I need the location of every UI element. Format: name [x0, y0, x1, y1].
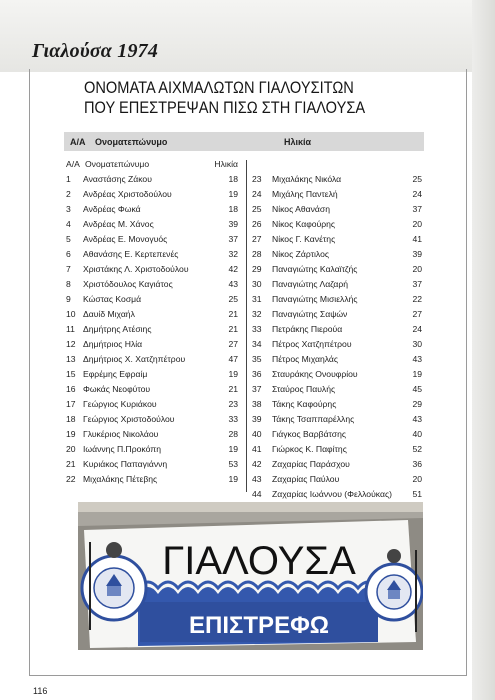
- row-age-right: 37: [412, 279, 422, 289]
- row-age-left: 19: [228, 474, 238, 484]
- table-row: [66, 411, 426, 426]
- row-name-left: Ανδρέας Ε. Μονογυός: [83, 234, 168, 244]
- row-name-left: Δαυίδ Μιχαήλ: [83, 309, 135, 319]
- banner-illustration: [78, 502, 423, 650]
- row-number-left: 12: [66, 339, 76, 349]
- row-name-left: Γεώργιος Κυριάκου: [83, 399, 157, 409]
- table-row: [66, 216, 426, 231]
- row-age-right: 51: [412, 489, 422, 499]
- row-number-right: 39: [252, 414, 262, 424]
- row-age-right: 22: [412, 294, 422, 304]
- page-edge-strip: [472, 0, 495, 700]
- row-number-right: 40: [252, 429, 262, 439]
- row-name-left: Ανδρέας Μ. Χάνος: [83, 219, 154, 229]
- table-row: [66, 426, 426, 441]
- label-bar-age: Ηλικία: [284, 137, 312, 147]
- row-number-right: 34: [252, 339, 262, 349]
- row-name-right: Ζαχαρίας Παύλου: [272, 474, 340, 484]
- row-number-right: 43: [252, 474, 262, 484]
- section-title: Γιαλούσα 1974: [32, 40, 159, 62]
- row-number-right: 25: [252, 204, 262, 214]
- list-title: [84, 78, 394, 118]
- row-age-right: 36: [412, 459, 422, 469]
- row-age-left: 18: [228, 204, 238, 214]
- row-name-right: Πετράκης Πιερούα: [272, 324, 343, 334]
- row-number-right: 32: [252, 309, 262, 319]
- label-bar-name: Ονοματεπώνυμο: [95, 137, 168, 147]
- row-name-right: Παναγιώτης Καλαϊτζής: [272, 264, 358, 274]
- row-age-left: 19: [228, 444, 238, 454]
- table-row: [66, 246, 426, 261]
- list-title-line-1: ΟΝΟΜΑΤΑ ΑΙΧΜΑΛΩΤΩΝ ΓΙΑΛΟΥΣΙΤΩΝ: [84, 78, 354, 97]
- row-number-left: 19: [66, 429, 76, 439]
- row-age-right: 20: [412, 474, 422, 484]
- row-number-left: 21: [66, 459, 76, 469]
- row-number-left: 9: [66, 294, 71, 304]
- banner-word-1: ΓΙΑΛΟΥΣΑ: [162, 539, 356, 583]
- row-age-left: 47: [228, 354, 238, 364]
- row-name-right: Παναγιώτης Λαζαρή: [272, 279, 349, 289]
- row-number-right: 31: [252, 294, 262, 304]
- row-number-right: 28: [252, 249, 262, 259]
- row-number-right: 42: [252, 459, 262, 469]
- row-age-right: 29: [412, 399, 422, 409]
- row-name-right: Νίκος Αθανάση: [272, 204, 330, 214]
- row-number-left: 13: [66, 354, 76, 364]
- table-row: [66, 336, 426, 351]
- row-number-right: 33: [252, 324, 262, 334]
- row-age-right: 19: [412, 369, 422, 379]
- prisoners-table: [66, 156, 426, 501]
- row-name-left: Φωκάς Νεοφύτου: [83, 384, 151, 394]
- row-number-left: 15: [66, 369, 76, 379]
- row-age-left: 19: [228, 189, 238, 199]
- row-number-left: 4: [66, 219, 71, 229]
- banner-photo: [78, 502, 423, 650]
- row-age-left: 33: [228, 414, 238, 424]
- frame-bottom-rule: [29, 675, 467, 676]
- row-age-left: 23: [228, 399, 238, 409]
- row-number-left: 18: [66, 414, 76, 424]
- row-number-right: 41: [252, 444, 262, 454]
- row-number-left: 7: [66, 264, 71, 274]
- row-name-left: Δημήτριος Ηλία: [83, 339, 143, 349]
- row-name-left: Ιωάννης Π.Προκόπη: [83, 444, 161, 454]
- row-name-right: Νίκος Καφούρης: [272, 219, 336, 229]
- row-name-right: Ζαχαρίας Ιωάννου (Φελλούκας): [272, 489, 392, 499]
- row-name-left: Ανδρέας Φωκά: [83, 204, 141, 214]
- row-number-right: 30: [252, 279, 262, 289]
- row-age-left: 53: [228, 459, 238, 469]
- table-row: [66, 396, 426, 411]
- table-row: [66, 231, 426, 246]
- row-age-left: 19: [228, 369, 238, 379]
- row-age-right: 27: [412, 309, 422, 319]
- row-number-right: 23: [252, 174, 262, 184]
- row-name-right: Σταύρος Παυλής: [272, 384, 336, 394]
- table-row: [66, 321, 426, 336]
- banner-word-2: ΕΠΙΣΤΡΕΦΩ: [188, 612, 330, 639]
- row-name-left: Ανδρέας Χριστοδούλου: [83, 189, 172, 199]
- row-number-right: 35: [252, 354, 262, 364]
- table-row: [66, 306, 426, 321]
- row-age-right: 30: [412, 339, 422, 349]
- row-number-right: 44: [252, 489, 262, 499]
- row-name-right: Πέτρος Χατζηπέτρου: [272, 339, 352, 349]
- table-row: [66, 351, 426, 366]
- row-name-left: Κώστας Κοσμά: [83, 294, 142, 304]
- row-number-left: 2: [66, 189, 71, 199]
- row-number-left: 10: [66, 309, 76, 319]
- row-number-left: 8: [66, 279, 71, 289]
- row-age-right: 45: [412, 384, 422, 394]
- row-number-left: 5: [66, 234, 71, 244]
- row-age-right: 52: [412, 444, 422, 454]
- row-age-right: 39: [412, 249, 422, 259]
- table-row: [66, 381, 426, 396]
- row-name-left: Χριστάκης Λ. Χριστοδούλου: [83, 264, 189, 274]
- row-number-right: 36: [252, 369, 262, 379]
- table-row: [66, 486, 426, 501]
- row-age-right: 24: [412, 324, 422, 334]
- row-name-right: Μιχάλης Παντελή: [272, 189, 338, 199]
- row-number-right: 24: [252, 189, 262, 199]
- frame-left-rule: [29, 69, 30, 675]
- row-age-left: 32: [228, 249, 238, 259]
- label-bar-num: Α/Α: [70, 137, 86, 147]
- header-name: Ονοματεπώνυμο: [85, 159, 150, 169]
- row-name-left: Δημήτριος Χ. Χατζηπέτρου: [83, 354, 186, 364]
- row-age-left: 25: [228, 294, 238, 304]
- table-row: [66, 186, 426, 201]
- row-name-right: Γιάγκος Βαρβάτσης: [272, 429, 347, 439]
- table-row: [66, 291, 426, 306]
- table-header-row: [66, 156, 426, 171]
- header-num: Α/Α: [66, 159, 80, 169]
- row-name-right: Πέτρος Μιχαηλάς: [272, 354, 339, 364]
- table-row: [66, 366, 426, 381]
- row-number-left: 17: [66, 399, 76, 409]
- row-name-left: Αναστάσης Ζάκου: [83, 174, 152, 184]
- row-number-left: 3: [66, 204, 71, 214]
- row-age-left: 39: [228, 219, 238, 229]
- row-number-right: 37: [252, 384, 262, 394]
- row-age-left: 43: [228, 279, 238, 289]
- row-age-left: 21: [228, 324, 238, 334]
- row-number-right: 26: [252, 219, 262, 229]
- row-age-left: 28: [228, 429, 238, 439]
- table-row: [66, 261, 426, 276]
- row-age-right: 43: [412, 354, 422, 364]
- row-name-right: Παναγιώτης Μισιελλής: [272, 294, 358, 304]
- page-number: 116: [33, 686, 48, 696]
- row-number-left: 6: [66, 249, 71, 259]
- row-age-right: 40: [412, 429, 422, 439]
- row-number-left: 20: [66, 444, 76, 454]
- row-name-left: Μιχαλάκης Πέτεβης: [83, 474, 158, 484]
- row-number-right: 38: [252, 399, 262, 409]
- row-number-left: 11: [66, 324, 75, 334]
- row-name-left: Αθανάσης Ε. Κερτεπενές: [83, 249, 179, 259]
- row-name-right: Νίκος Γ. Κανέτης: [272, 234, 336, 244]
- row-age-right: 41: [412, 234, 422, 244]
- row-name-right: Παναγιώτης Σαψών: [272, 309, 348, 319]
- row-number-right: 29: [252, 264, 262, 274]
- row-age-right: 24: [412, 189, 422, 199]
- row-name-left: Δημήτρης Ατέσιης: [83, 324, 152, 334]
- row-age-right: 20: [412, 264, 422, 274]
- header-age: Ηλικία: [214, 159, 238, 169]
- row-number-left: 1: [66, 174, 71, 184]
- row-name-left: Χριστόδουλος Καγιάτος: [83, 279, 173, 289]
- table-row: [66, 171, 426, 186]
- row-age-left: 21: [228, 384, 238, 394]
- row-age-right: 43: [412, 414, 422, 424]
- row-age-left: 27: [228, 339, 238, 349]
- row-name-right: Γιώρκος Κ. Παφίτης: [272, 444, 347, 454]
- row-age-left: 21: [228, 309, 238, 319]
- row-name-left: Γλυκέριος Νικολάου: [83, 429, 159, 439]
- row-age-right: 37: [412, 204, 422, 214]
- row-number-left: 22: [66, 474, 76, 484]
- table-row: [66, 201, 426, 216]
- row-name-left: Εφρέμης Εφραίμ: [83, 369, 148, 379]
- row-age-left: 18: [228, 174, 238, 184]
- row-age-left: 37: [228, 234, 238, 244]
- row-name-right: Σταυράκης Ονουφρίου: [272, 369, 358, 379]
- row-name-right: Ζαχαρίας Παράσχου: [272, 459, 350, 469]
- table-row: [66, 441, 426, 456]
- row-number-left: 16: [66, 384, 76, 394]
- table-row: [66, 471, 426, 486]
- table-row: [66, 456, 426, 471]
- row-name-right: Νίκος Ζάρτιλος: [272, 249, 329, 259]
- list-title-line-2: ΠΟΥ ΕΠΕΣΤΡΕΨΑΝ ΠΙΣΩ ΣΤΗ ΓΙΑΛΟΥΣΑ: [84, 98, 366, 117]
- table-row: [66, 276, 426, 291]
- table-label-bar: [64, 132, 424, 151]
- row-name-right: Μιχαλάκης Νικόλα: [272, 174, 342, 184]
- frame-right-rule: [466, 69, 467, 675]
- row-name-right: Τάκης Καφούρης: [272, 399, 337, 409]
- row-age-right: 25: [412, 174, 422, 184]
- row-name-left: Κυριάκος Παπαγιάννη: [83, 459, 168, 469]
- row-age-left: 42: [228, 264, 238, 274]
- row-number-right: 27: [252, 234, 262, 244]
- row-name-left: Γεώργιος Χριστοδούλου: [83, 414, 175, 424]
- row-age-right: 20: [412, 219, 422, 229]
- row-name-right: Τάκης Τσαππαρέλλης: [272, 414, 355, 424]
